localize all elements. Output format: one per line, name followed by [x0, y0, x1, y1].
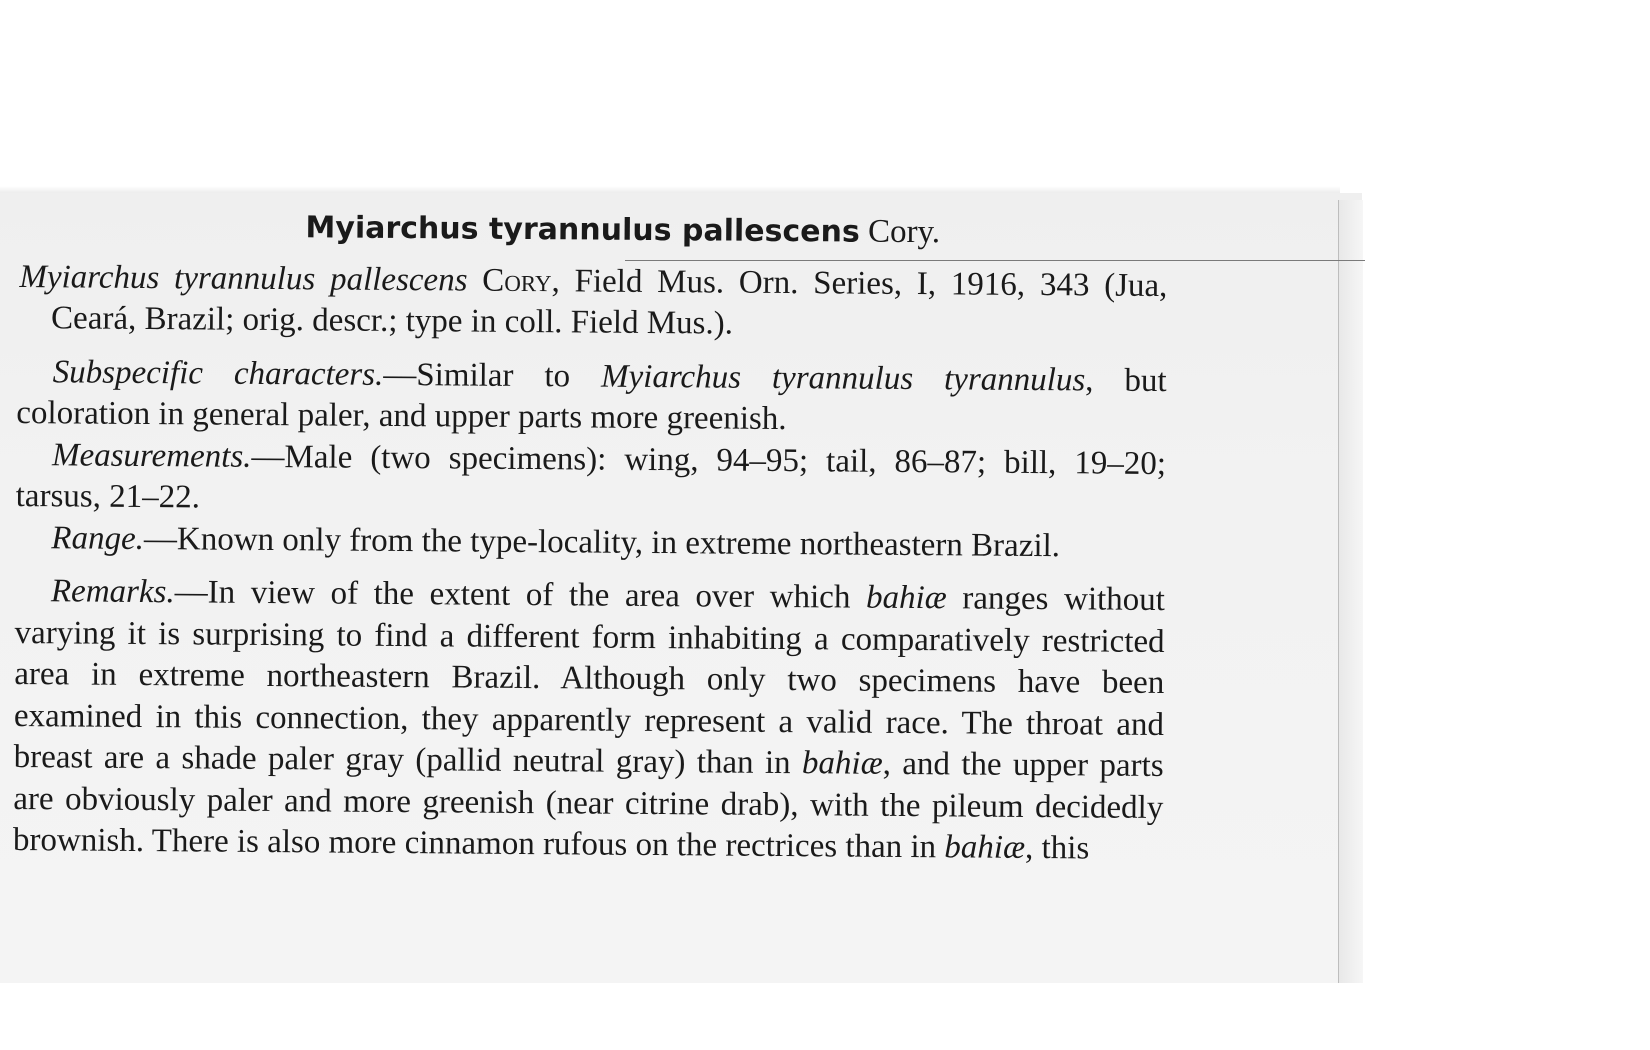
remarks-bahiae-3: bahiæ [944, 829, 1026, 866]
subspecific-label: Subspecific characters. [52, 353, 384, 393]
subspecific-text-b: , but coloration in general paler, and upper parts more greenish. [16, 361, 1167, 438]
heading-species-name: Myiarchus tyrannulus pallescens [305, 210, 860, 250]
clipping-text [13, 205, 1168, 871]
citation-author: Cory [482, 262, 552, 299]
citation-species-name: Myiarchus tyrannulus pallescens [19, 258, 468, 299]
citation-paragraph [17, 256, 1168, 348]
remarks-text-a: —In view of the extent of the area over which [174, 574, 867, 616]
remarks-paragraph [13, 571, 1165, 871]
measurements-paragraph [16, 434, 1167, 526]
range-label: Range. [51, 519, 145, 557]
subspecific-text-a: —Similar to [383, 356, 602, 395]
remarks-label: Remarks. [50, 573, 175, 611]
species-heading [18, 205, 1168, 256]
subspecific-paragraph [16, 351, 1167, 443]
remarks-text-d: , this [1024, 829, 1090, 867]
remarks-text-c: , and the upper parts are obviously paler and more greenish (near citrine drab), with the pileum decidedly brownish. There is also more cinnamon rufous on the rectrices than in [12, 745, 1164, 866]
remarks-text-b: ranges without varying it is surprising to find a different form inhabiting a comparatively restricted area in extreme northeastern Brazil. Although only two specimens have been examined in this connection, they apparently represent a valid race. The throat and breast are a shade paler gray (pallid neutral gray) than in [13, 580, 1166, 782]
heading-author: Cory. [867, 213, 941, 251]
remarks-bahiae-2: bahiæ [801, 745, 883, 782]
range-text: —Known only from the type-locality, in extreme northeastern Brazil. [143, 520, 1061, 564]
clipping-right-edge [1338, 200, 1363, 983]
measurements-label: Measurements. [51, 436, 252, 475]
range-paragraph [15, 517, 1165, 568]
subspecific-species: Myiarchus tyrannulus tyrannulus [600, 358, 1086, 398]
measurements-text: —Male (two specimens): wing, 94–95; tail, 86–87; bill, 19–20; tarsus, 21–22. [15, 438, 1167, 516]
remarks-bahiae-1: bahiæ [865, 579, 947, 617]
citation-text: , Field Mus. Orn. Series, I, 1916, 343 (Jua, Ceará, Brazil; orig. descr.; type in coll. Field Mus.). [50, 262, 1168, 342]
